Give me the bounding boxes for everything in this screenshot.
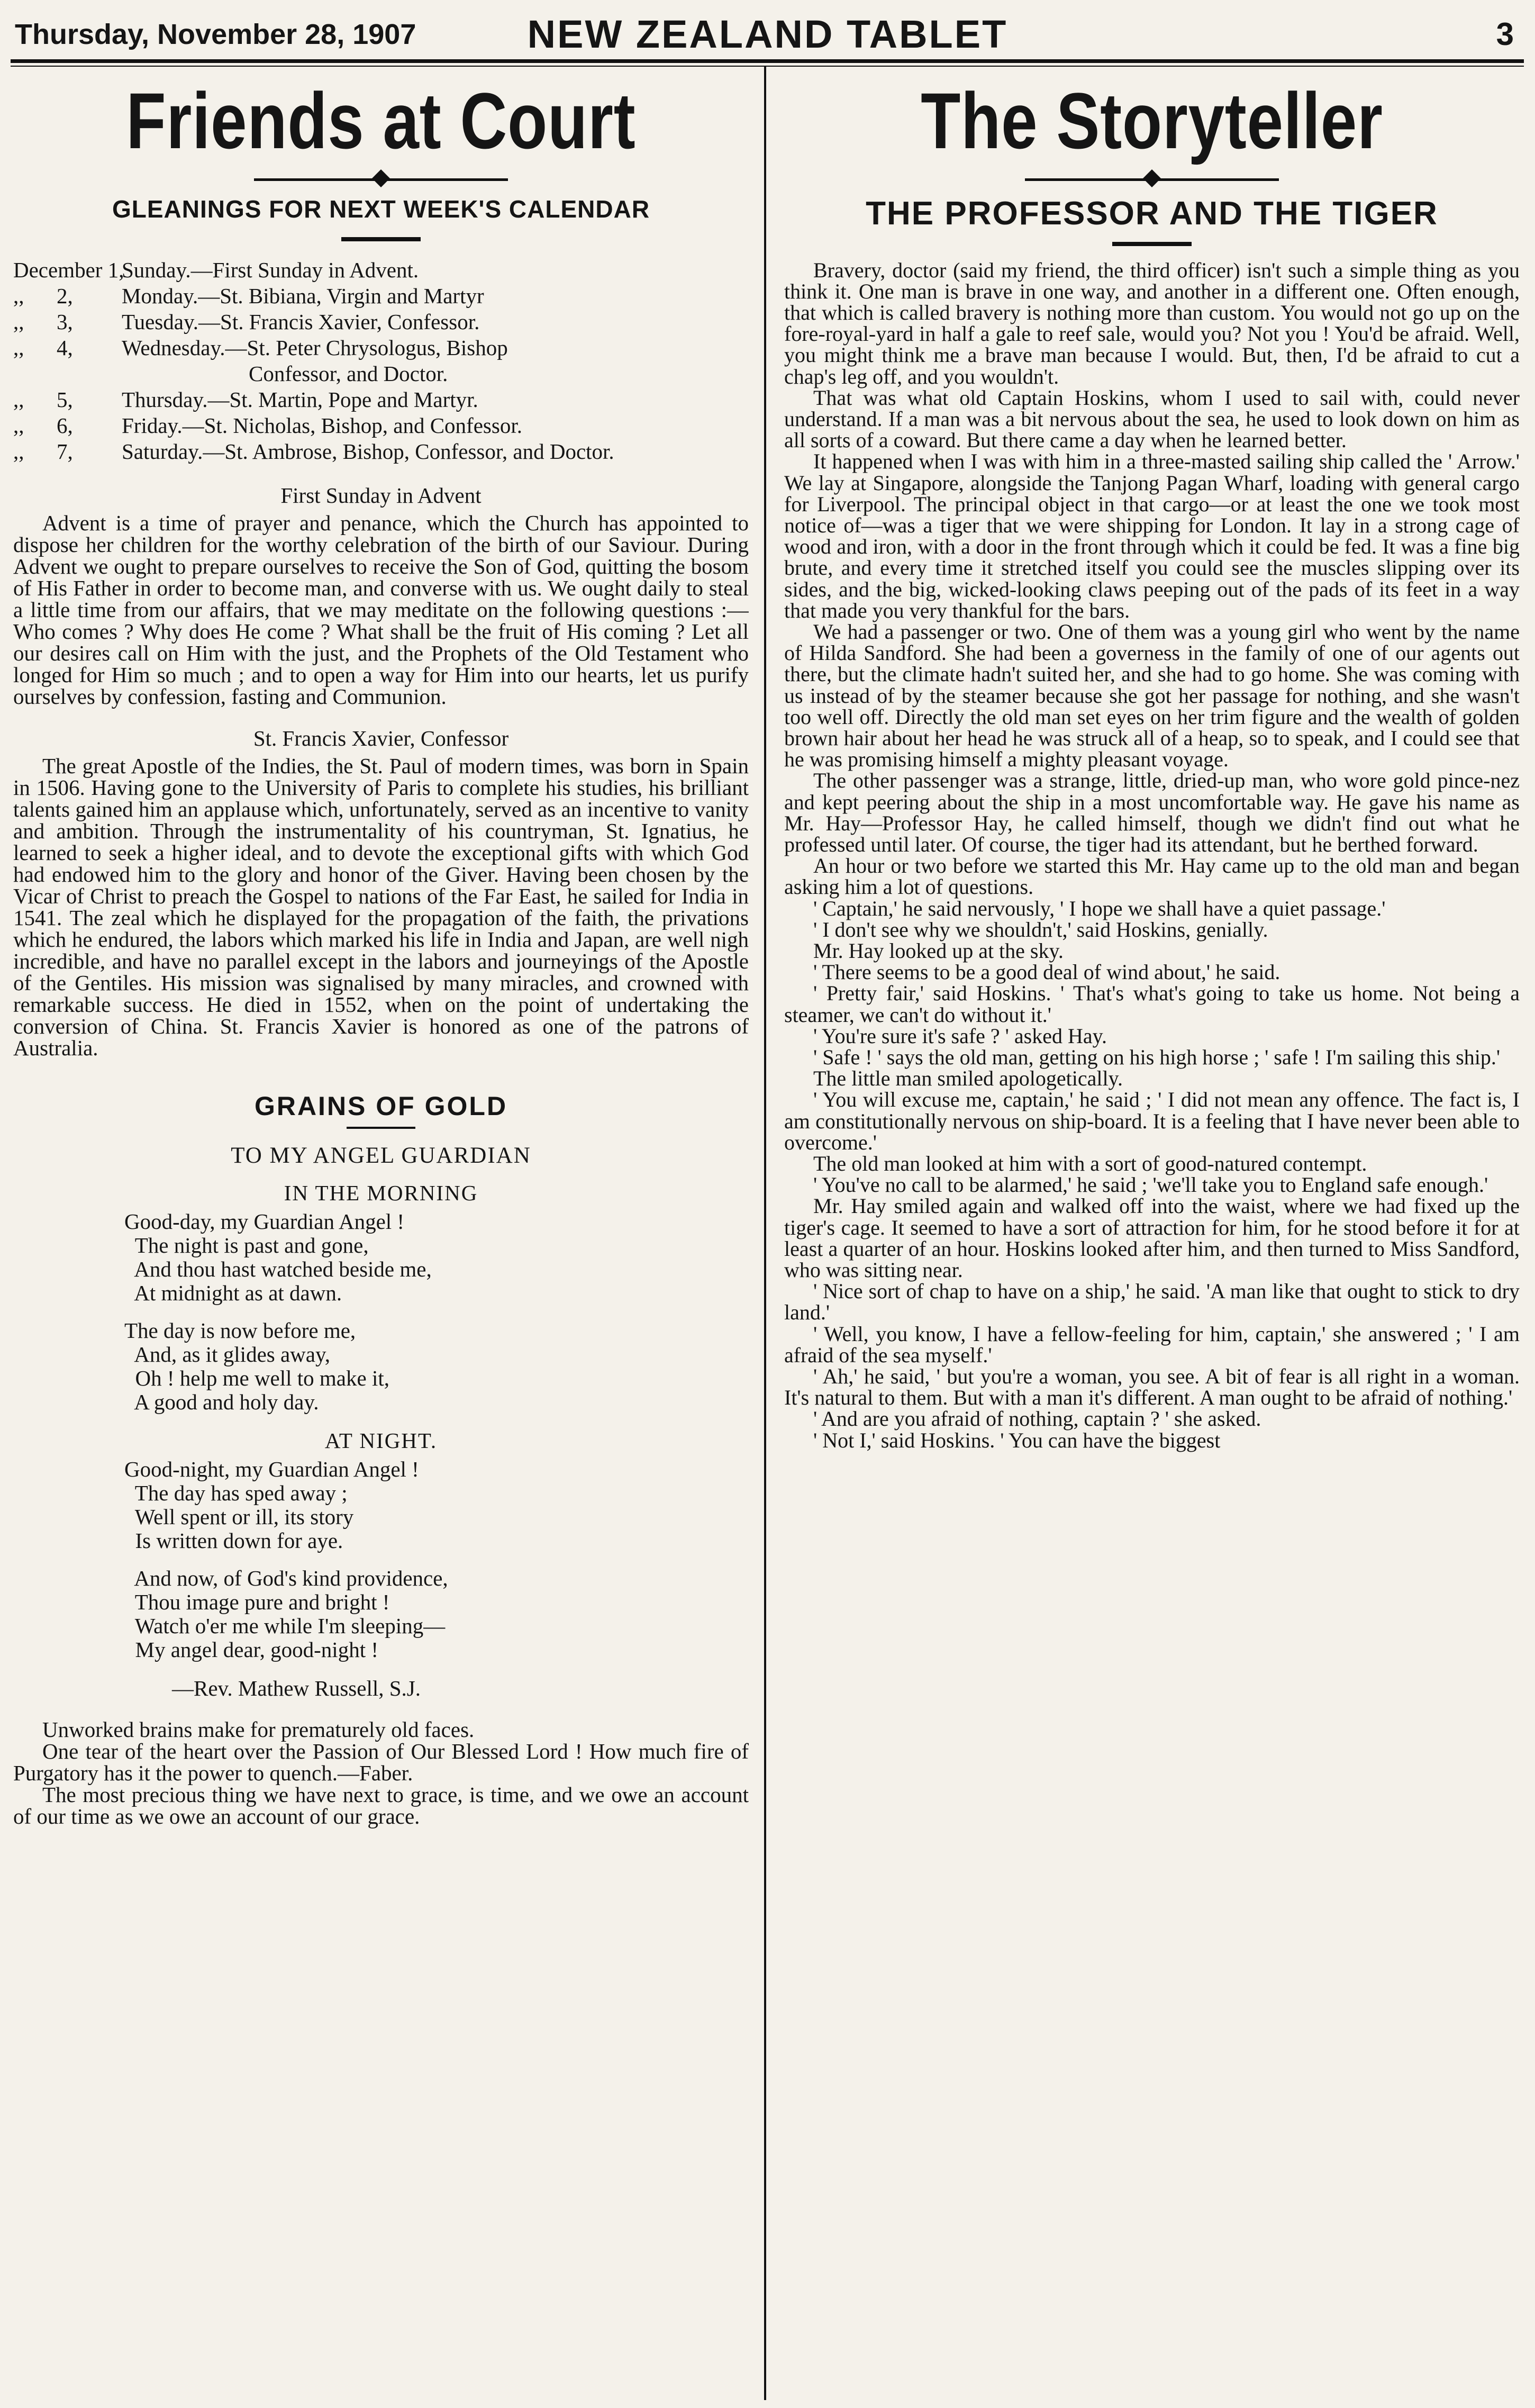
story-paragraph: ' There seems to be a good deal of wind about,' he said.	[813, 960, 1280, 984]
calendar-entry: ,, 2, Monday.—St. Bibiana, Virgin and Martyr	[13, 283, 484, 308]
poem-stanza: The day is now before me, And, as it glides away, Oh ! help me well to make it, A good and holy day.	[124, 1318, 389, 1414]
story-paragraph: Bravery, doctor (said my friend, the third officer) isn't such a simple thing as you think it. One man is brave in one way, and another in a different one. Often enough, that which is called bravery is nothing more than custom. You would not go up on the fore-royal-yard in half a gale to reef sale, would you? Not you ! You'd be afraid. Well, you might think me a brave man because I would. But, then, I'd be afraid to cut a chap's leg off, and you wouldn't.	[784, 258, 1520, 388]
calendar-entry: ,, 6, Friday.—St. Nicholas, Bishop, and Confessor.	[13, 413, 522, 438]
story-paragraph: That was what old Captain Hoskins, whom I used to sail with, could never understand. If a man was a bit nervous about the sea, he used to look down on him as all sorts of a coward. But there came a day when he learned better.	[784, 385, 1520, 452]
advent-heading: First Sunday in Advent	[280, 483, 482, 508]
ornamental-rule	[254, 171, 508, 187]
calendar-subtitle: GLEANINGS FOR NEXT WEEK'S CALENDAR	[112, 195, 650, 223]
right-column	[784, 79, 1520, 2397]
left-column	[13, 79, 749, 2397]
story-paragraph: It happened when I was with him in a three-masted sailing ship called the ' Arrow.' We lay at Singapore, alongside the Tanjong Pagan Wharf, loading with general cargo for Liverpool. The principal object in that cargo—or at least the one we took most notice of—was a tiger that we were shipping for London. It lay in a strong cage of wood and iron, with a door in the front through which it could be fed. It was a fine big brute, and every time it stretched itself you could see the muscles slipping over its sides, and the big, wicked-looking claws peeping out of the pads of its feet in a way that made you very thankful for the bars.	[784, 449, 1520, 622]
story-title: THE PROFESSOR AND THE TIGER	[866, 195, 1438, 232]
story-paragraph: The old man looked at him with a sort of good-natured contempt.	[813, 1152, 1367, 1176]
calendar-entry: ,, 7, Saturday.—St. Ambrose, Bishop, Confessor, and Doctor.	[13, 439, 614, 464]
story-paragraph: ' Nice sort of chap to have on a ship,' he said. 'A man like that ought to stick to dry land.'	[784, 1279, 1520, 1325]
story-paragraph: ' Safe ! ' says the old man, getting on his high horse ; ' safe ! I'm sailing this ship.'	[813, 1045, 1501, 1070]
story-paragraph: The little man smiled apologetically.	[813, 1066, 1123, 1091]
story-paragraph: ' And are you afraid of nothing, captain ? ' she asked.	[813, 1407, 1261, 1431]
xavier-heading: St. Francis Xavier, Confessor	[253, 726, 509, 750]
story-paragraph: ' I don't see why we shouldn't,' said Hoskins, genially.	[813, 917, 1268, 942]
story-paragraph: ' You will excuse me, captain,' he said ; ' I did not mean any offence. The fact is, I am constitutionally nervous on ship-board. It is a feeling that I have never been able to overcome.'	[784, 1088, 1520, 1154]
calendar-entry: ,, 4, Wednesday.—St. Peter Chrysologus, Bishop Confessor, and Doctor.	[13, 335, 508, 386]
short-rule	[1112, 242, 1192, 246]
poem-attribution: —Rev. Mathew Russell, S.J.	[172, 1676, 421, 1700]
poem-stanza: Good-night, my Guardian Angel ! The day has sped away ; Well spent or ill, its story Is written down for aye.	[124, 1456, 419, 1553]
story-paragraph: ' Not I,' said Hoskins. ' You can have the biggest	[813, 1428, 1221, 1452]
grains-of-gold-title: GRAINS OF GOLD	[254, 1091, 508, 1121]
page-header	[0, 11, 1535, 58]
story-paragraph: The other passenger was a strange, little, dried-up man, who wore gold pince-nez and kept peering about the ship in a most uncomfortable way. He gave his name as Mr. Hay—Professor Hay, he called himself, though we didn't find out what he professed until later. Of course, the tiger had its attendant, but he berthed forward.	[784, 768, 1520, 856]
maxim-paragraph: The most precious thing we have next to grace, is time, and we owe an account of our time as we owe an account of our grace.	[13, 1782, 749, 1828]
section-title-friends-at-court: Friends at Court	[126, 79, 636, 165]
story-paragraph: ' You've no call to be alarmed,' he said ; 'we'll take you to England safe enough.'	[813, 1173, 1488, 1197]
short-rule	[347, 1127, 415, 1129]
story-paragraph: ' Pretty fair,' said Hoskins. ' That's what's going to take us home. Not being a steamer, we can't do without it.'	[784, 981, 1520, 1027]
maxim-paragraph: One tear of the heart over the Passion of Our Blessed Lord ! How much fire of Purgatory has it the power to quench.—Faber.	[13, 1739, 749, 1785]
section-title-storyteller: The Storyteller	[921, 79, 1383, 165]
night-heading: AT NIGHT.	[324, 1428, 438, 1453]
issue-date: Thursday, November 28, 1907	[15, 19, 416, 50]
story-paragraph: ' Ah,' he said, ' but you're a woman, you see. A bit of fear is all right in a woman. It's natural to them. But with a man it's different. A man ought to be afraid of nothing.'	[784, 1364, 1520, 1410]
page-number: 3	[1496, 16, 1514, 52]
story-paragraph: An hour or two before we started this Mr. Hay came up to the old man and began asking him a lot of questions.	[784, 854, 1520, 899]
header-rule-thin	[11, 66, 1524, 67]
calendar-entry: ,, 5, Thursday.—St. Martin, Pope and Martyr.	[13, 387, 478, 412]
calendar-list	[13, 257, 749, 465]
poem-stanza: And now, of God's kind providence, Thou image pure and bright ! Watch o'er me while I'm sleeping— My angel dear, good-night !	[124, 1565, 448, 1662]
story-paragraph: Mr. Hay looked up at the sky.	[813, 939, 1064, 963]
story-paragraph: ' Captain,' he said nervously, ' I hope we shall have a quiet passage.'	[813, 896, 1386, 920]
poem-title: TO MY ANGEL GUARDIAN	[231, 1143, 531, 1168]
story-paragraph: We had a passenger or two. One of them was a young girl who went by the name of Hilda Sandford. She had been a governess in the family of one of our agents out there, but the climate hadn't suited her, and she had to go home. She was coming with us instead of by the steamer because she got her passage for nothing, and she wasn't too well off. Directly the old man set eyes on her trim figure and the wealth of golden brown hair about her head he was struck all of a heap, so to speak, and I could see that he was promising himself a mighty pleasant voyage.	[784, 619, 1520, 772]
header-rule-thick	[11, 59, 1524, 63]
advent-paragraph: Advent is a time of prayer and penance, which the Church has appointed to dispose her children for the worthy celebration of the birth of our Saviour. During Advent we ought to prepare ourselves to receive the Son of God, quitting the bosom of His Father in order to become man, and converse with us. We ought daily to steal a little time from our affairs, that we may meditate on the following questions :—Who comes ? Why does He come ? What shall be the fruit of His coming ? Let all our desires call on Him with the just, and the Prophets of the Old Testament who longed for Him so much ; and to open a way for Him into our hearts, let us purify ourselves by confession, fasting and Communion.	[13, 510, 749, 709]
story-paragraph: Mr. Hay smiled again and walked off into the waist, where we had fixed up the tiger's cage. It seemed to have a sort of attraction for him, for he stood before it for at least a quarter of an hour. Hoskins looked after him, and then turned to Miss Sandford, who was sitting near.	[784, 1194, 1520, 1282]
story-paragraph: ' You're sure it's safe ? ' asked Hay.	[813, 1024, 1107, 1048]
maxim-paragraph: Unworked brains make for prematurely old faces.	[42, 1717, 475, 1742]
column-divider	[764, 66, 766, 2400]
story-body	[784, 260, 1520, 1451]
short-rule	[341, 237, 421, 241]
morning-heading: IN THE MORNING	[284, 1180, 478, 1205]
xavier-paragraph: The great Apostle of the Indies, the St. Paul of modern times, was born in Spain in 1506. Having gone to the University of Paris to complete his studies, his brilliant talents gained him an applause which, unfortunately, served as an incentive to vanity and ambition. Through the instrumentality of his countryman, St. Ignatius, he learned to seek a higher ideal, and to devote the exceptional gifts with which God had endowed him to the glory and honor of the Giver. Having been chosen by the Vicar of Christ to preach the Gospel to nations of the Far East, he sailed for India in 1541. The zeal which he displayed for the propagation of the faith, the privations which he endured, the labors which marked his life in India and Japan, are well nigh incredible, and have no parallel except in the labors and journeyings of the Apostle of the Gentiles. His mission was signalised by many miracles, and crowned with remarkable success. He died in 1552, when on the point of undertaking the conversion of China. St. Francis Xavier is honored as one of the patrons of Australia.	[13, 753, 749, 1060]
story-paragraph: ' Well, you know, I have a fellow-feeling for him, captain,' she answered ; ' I am afraid of the sea myself.'	[784, 1321, 1520, 1367]
poem-stanza: Good-day, my Guardian Angel ! The night is past and gone, And thou hast watched beside me, At midnight as at dawn.	[124, 1209, 432, 1305]
newspaper-name: NEW ZEALAND TABLET	[527, 12, 1008, 56]
calendar-entry: ,, 3, Tuesday.—St. Francis Xavier, Confessor.	[13, 309, 480, 334]
calendar-entry: December 1, Sunday.—First Sunday in Advent.	[13, 257, 419, 282]
ornamental-rule	[1025, 171, 1279, 187]
